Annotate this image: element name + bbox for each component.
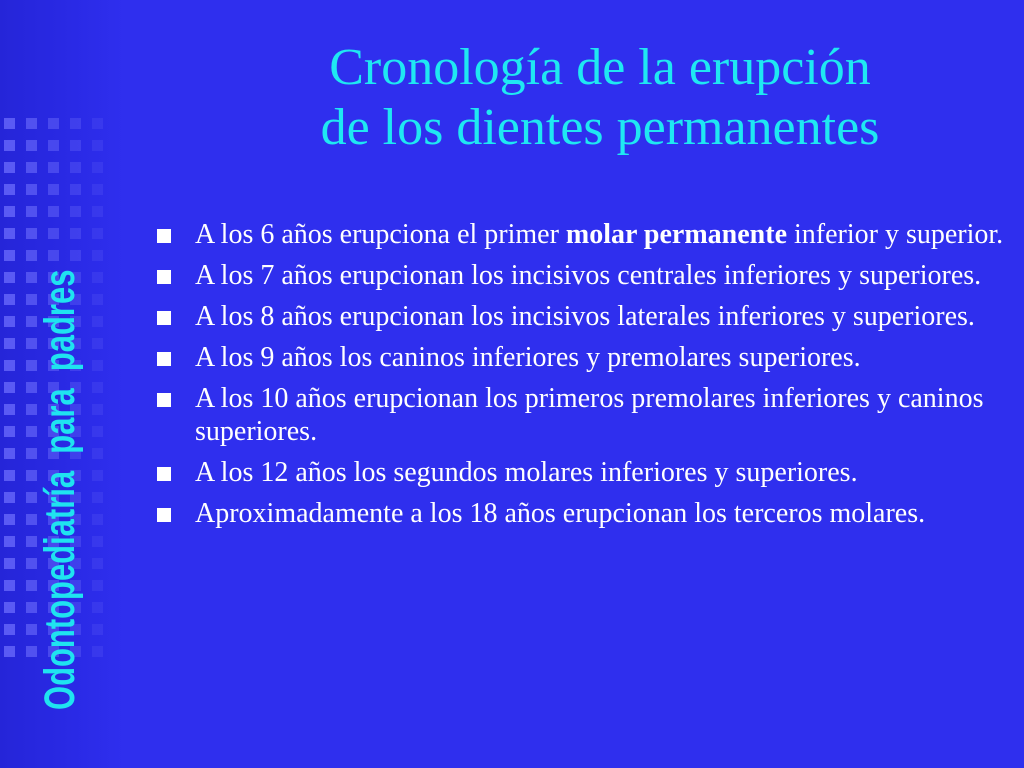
- decorative-square: [4, 382, 15, 393]
- decorative-square: [4, 558, 15, 569]
- decorative-square: [4, 646, 15, 657]
- slide-title-line-1: Cronología de la erupción: [329, 39, 871, 96]
- decorative-square: [92, 536, 103, 547]
- decorative-square: [92, 602, 103, 613]
- decorative-square: [4, 250, 15, 261]
- bullet-item: [155, 300, 1005, 333]
- decorative-square: [4, 118, 15, 129]
- bullet-text-bold: molar permanente: [565, 219, 788, 250]
- decorative-square: [92, 272, 103, 283]
- bullet-square-icon: [157, 352, 171, 366]
- decorative-square: [92, 624, 103, 635]
- decorative-square: [4, 338, 15, 349]
- decorative-square: [92, 140, 103, 151]
- bullet-square-icon: [157, 467, 171, 481]
- side-title-text: Odontopediatría para padres: [36, 269, 84, 710]
- bullet-square-icon: [157, 229, 171, 243]
- decorative-square: [4, 294, 15, 305]
- decorative-square: [4, 580, 15, 591]
- decorative-square: [92, 646, 103, 657]
- decorative-square: [92, 470, 103, 481]
- slide-title-line-2: de los dientes permanentes: [320, 99, 880, 156]
- bullet-text-post: inferior y superior.: [787, 219, 1004, 250]
- decorative-square: [92, 250, 103, 261]
- decorative-square: [4, 426, 15, 437]
- decorative-square: [92, 228, 103, 239]
- decorative-square: [4, 448, 15, 459]
- decorative-square: [92, 316, 103, 327]
- decorative-square: [4, 228, 15, 239]
- decorative-square: [4, 514, 15, 525]
- decorative-square: [4, 272, 15, 283]
- decorative-square: [4, 316, 15, 327]
- decorative-square: [4, 404, 15, 415]
- decorative-square: [92, 404, 103, 415]
- side-title-container: [30, 60, 90, 710]
- side-title: [30, 60, 90, 710]
- decorative-square: [92, 338, 103, 349]
- decorative-square: [4, 470, 15, 481]
- bullet-item: [155, 341, 1005, 374]
- decorative-square: [92, 558, 103, 569]
- bullet-square-icon: [157, 311, 171, 325]
- decorative-square: [92, 426, 103, 437]
- bullet-item: [155, 497, 1005, 530]
- decorative-square: [4, 162, 15, 173]
- bullet-list: [155, 218, 1005, 538]
- decorative-square: [92, 448, 103, 459]
- decorative-square: [92, 184, 103, 195]
- decorative-square: [4, 624, 15, 635]
- decorative-square: [92, 492, 103, 503]
- decorative-square: [92, 514, 103, 525]
- decorative-square: [4, 492, 15, 503]
- decorative-square: [4, 536, 15, 547]
- decorative-square: [92, 118, 103, 129]
- bullet-square-icon: [157, 393, 171, 407]
- bullet-text: A los 8 años erupcionan los incisivos laterales inferiores y superiores.: [195, 301, 975, 332]
- decorative-square: [4, 140, 15, 151]
- decorative-square: [92, 294, 103, 305]
- bullet-item: [155, 456, 1005, 489]
- bullet-text: Aproximadamente a los 18 años erupcionan los terceros molares.: [195, 498, 926, 529]
- decorative-square: [4, 184, 15, 195]
- bullet-text: A los 10 años erupcionan los primeros premolares inferiores y caninos superiores.: [195, 383, 984, 447]
- slide-title: [240, 38, 960, 158]
- decorative-square: [92, 580, 103, 591]
- bullet-text-pre: A los 6 años erupciona el primer: [195, 219, 566, 250]
- decorative-square: [92, 206, 103, 217]
- decorative-square: [92, 360, 103, 371]
- bullet-square-icon: [157, 270, 171, 284]
- bullet-item: [155, 259, 1005, 292]
- bullet-text: A los 9 años los caninos inferiores y premolares superiores.: [195, 342, 861, 373]
- decorative-square: [92, 162, 103, 173]
- bullet-item: [155, 382, 1005, 448]
- bullet-item: [155, 218, 1005, 251]
- decorative-square: [4, 206, 15, 217]
- bullet-square-icon: [157, 508, 171, 522]
- bullet-text: A los 7 años erupcionan los incisivos centrales inferiores y superiores.: [195, 260, 982, 291]
- decorative-square: [92, 382, 103, 393]
- bullet-text: A los 12 años los segundos molares inferiores y superiores.: [195, 457, 858, 488]
- decorative-square: [4, 360, 15, 371]
- decorative-square: [4, 602, 15, 613]
